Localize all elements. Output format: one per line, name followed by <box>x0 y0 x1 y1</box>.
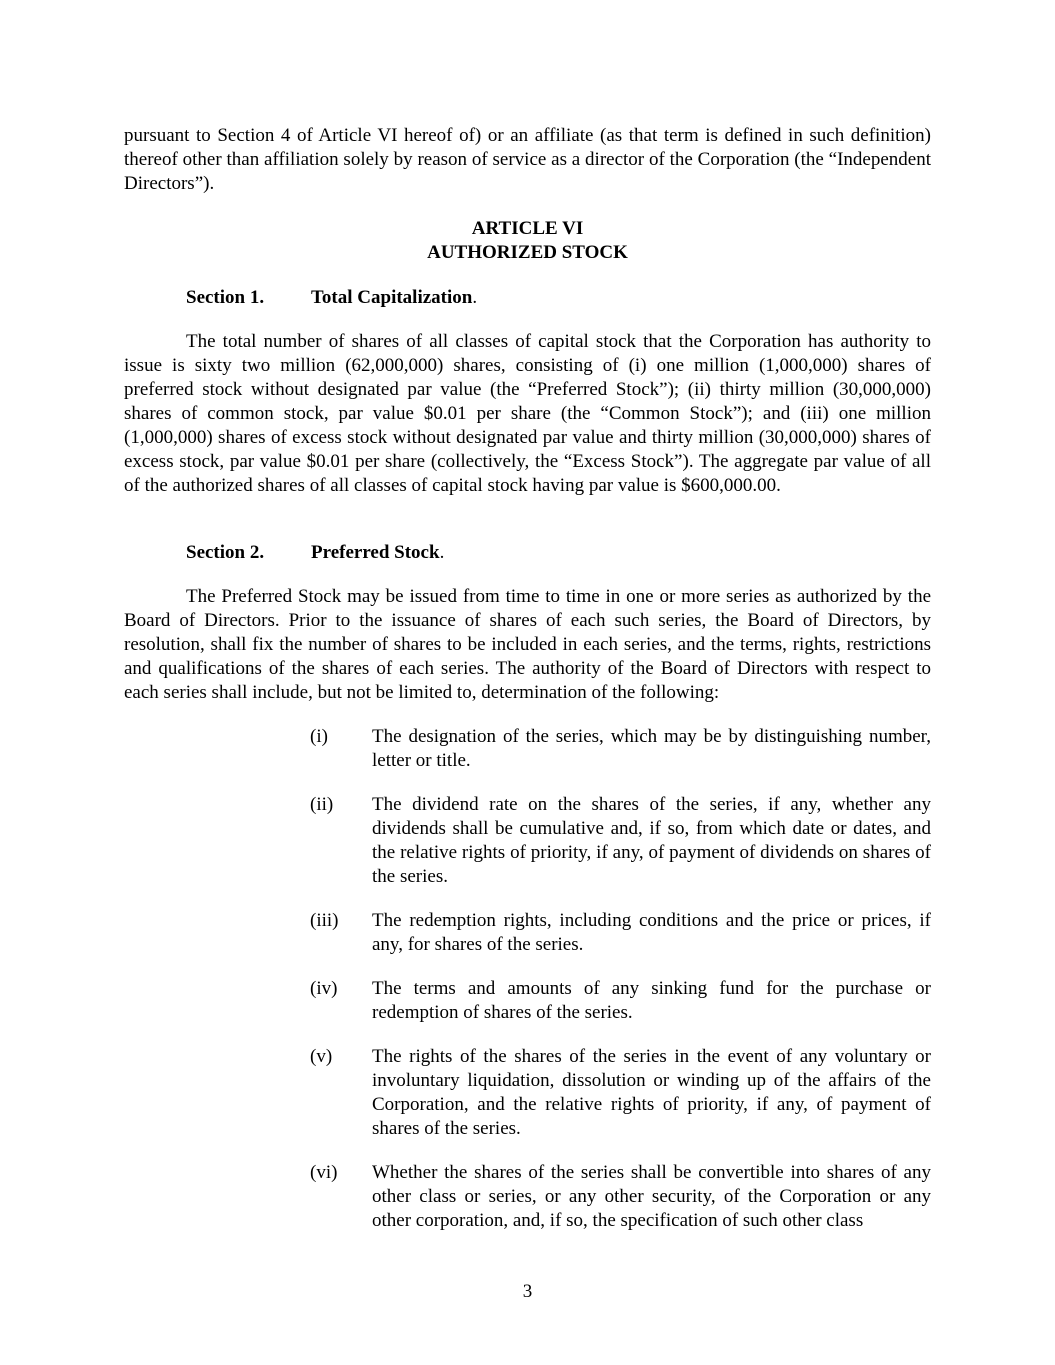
list-item-text: The designation of the series, which may be by distinguishing number, letter or title. <box>372 726 931 771</box>
list-item-label: (ii) <box>310 794 334 815</box>
section-1-body: The total number of shares of all classes of capital stock that the Corporation has authority to issue is sixty two million (62,000,000) shares, consisting of (i) one million (1,000,000) shares of preferred stock without designated par value (the “Preferred Stock”); (ii) thirty million (30,000,000) shares of common stock, par value $0.01 per share (the “Common Stock”); and (iii) one million (1,000,000) shares of excess stock without designated par value and thirty million (30,000,000) shares of excess stock, par value $0.01 per share (collectively, the “Excess Stock”). The aggregate par value of all of the authorized shares of all classes of capital stock having par value is $600,000.00. <box>124 331 931 496</box>
list-item-text: The rights of the shares of the series in the event of any voluntary or involuntary liquidation, dissolution or winding up of the affairs of the Corporation, and the relative rights of priority, if any, of payment of shares of the series. <box>372 1046 931 1139</box>
section-1-heading <box>186 286 477 310</box>
list-item-label: (iv) <box>310 978 338 999</box>
section-1-title: Total Capitalization <box>311 287 473 308</box>
list-item-text: Whether the shares of the series shall be convertible into shares of any other class or series, or any other security, of the Corporation or any other corporation, and, if so, the specification of such other class <box>372 1162 931 1231</box>
list-item-label: (iii) <box>310 910 339 931</box>
list-item <box>310 909 931 957</box>
article-title: AUTHORIZED STOCK <box>427 242 628 263</box>
list-item-text: The terms and amounts of any sinking fund for the purchase or redemption of shares of the series. <box>372 978 931 1023</box>
list-item <box>310 1161 931 1233</box>
section-1-number: Section 1. <box>186 287 265 308</box>
article-heading <box>124 217 931 265</box>
list-item <box>310 725 931 773</box>
list-item-label: (i) <box>310 726 328 747</box>
section-2-title-suffix: . <box>439 542 445 563</box>
list-item-label: (vi) <box>310 1162 338 1183</box>
section-2-heading <box>186 541 444 565</box>
list-item-label: (v) <box>310 1046 333 1067</box>
list-item-text: The redemption rights, including conditions and the price or prices, if any, for shares of the series. <box>372 910 931 955</box>
list-item <box>310 1045 931 1141</box>
section-2-number: Section 2. <box>186 542 265 563</box>
list-item <box>310 977 931 1025</box>
article-number: ARTICLE VI <box>471 218 584 239</box>
list-item-text: The dividend rate on the shares of the series, if any, whether any dividends shall be cumulative and, if so, from which date or dates, and the relative rights of priority, if any, of payment of dividends on shares of the series. <box>372 794 931 887</box>
section-2-body: The Preferred Stock may be issued from time to time in one or more series as authorized by the Board of Directors. Prior to the issuance of shares of each such series, the Board of Directors, by resolution, shall fix the number of shares to be included in each series, and the terms, rights, restrictions and qualifications of the shares of each series. The authority of the Board of Directors with respect to each series shall include, but not be limited to, determination of the following: <box>124 586 931 703</box>
list-item <box>310 793 931 889</box>
section-2-title: Preferred Stock <box>311 542 440 563</box>
section-1-title-suffix: . <box>472 287 478 308</box>
intro-paragraph: pursuant to Section 4 of Article VI hereof of) or an affiliate (as that term is defined in such definition) thereof other than affiliation solely by reason of service as a director of the Corporation (the “Independent Directors”). <box>124 125 931 194</box>
page-number: 3 <box>522 1281 533 1302</box>
